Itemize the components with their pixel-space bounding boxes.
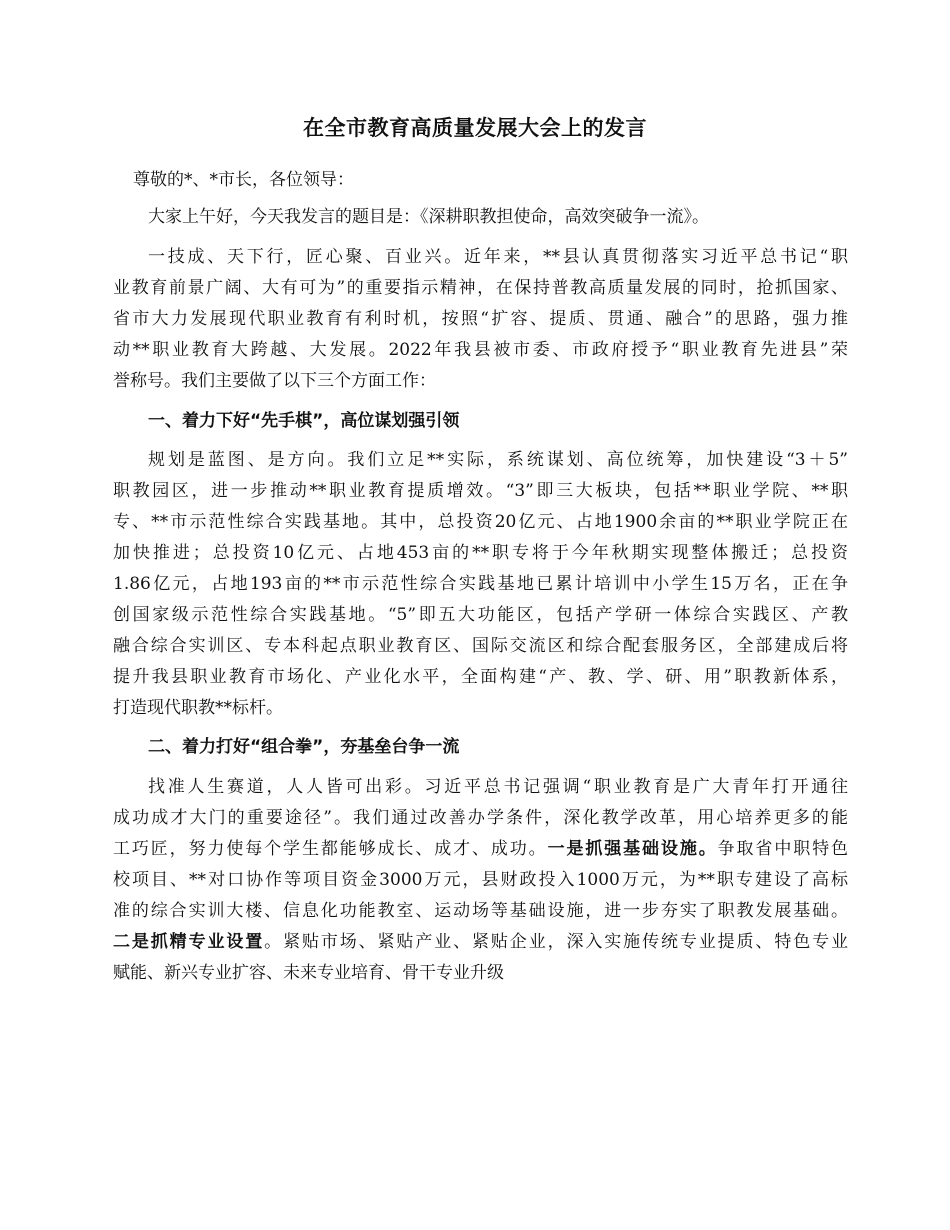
emphasis-text: 一是抓强基础设施。	[547, 839, 718, 859]
paragraph-line: 动**职业教育大跨越、大发展。2022年我县被市委、市政府授予“职业教育先进县”荣	[113, 340, 848, 360]
paragraph-line: 找准人生赛道，人人皆可出彩。习近平总书记强调“职业教育是广大青年打开通往	[148, 777, 848, 797]
paragraph-line: 一技成、天下行，匠心聚、百业兴。近年来，**县认真贯彻落实习近平总书记“职	[148, 247, 848, 267]
paragraph-line: 准的综合实训大楼、信息化功能教室、运动场等基础设施，进一步夯实了职教发展基础。	[113, 901, 848, 921]
paragraph-line: 规划是蓝图、是方向。我们立足**实际，系统谋划、高位统筹，加快建设“3＋5”	[148, 450, 848, 470]
paragraph-line	[113, 927, 848, 958]
page-title: 在全市教育高质量发展大会上的发言	[303, 116, 647, 140]
paragraph-line: 赋能、新兴专业扩容、未来专业培育、骨干专业升级	[113, 963, 504, 983]
paragraph-line: 专、**市示范性综合实践基地。其中，总投资20亿元、占地1900余亩的**职业学院正在	[113, 512, 848, 532]
paragraph-line: 加快推进；总投资10亿元、占地453亩的**职专将于今年秋期实现整体搬迁；总投资	[113, 543, 848, 563]
line-text: 。紧贴市场、紧贴产业、紧贴企业，深入实施传统专业提质、特色专业	[264, 932, 849, 952]
emphasis-text: 二是抓精专业设置	[113, 932, 265, 952]
paragraph-line: 提升我县职业教育市场化、产业化水平，全面构建“产、教、学、研、用”职教新体系，	[113, 667, 848, 687]
section-heading-1: 一、着力下好“先手棋”，高位谋划强引领	[148, 411, 460, 431]
paragraph-line: 融合综合实训区、专本科起点职业教育区、国际交流区和综合配套服务区，全部建成后将	[113, 636, 848, 656]
line-text: 工巧匠，努力使每个学生都能够成长、成才、成功。	[113, 839, 548, 859]
paragraph-line: 打造现代职教**标杆。	[113, 698, 283, 718]
line-text: 争取省中职特色	[717, 839, 849, 859]
paragraph-line: 职教园区，进一步推动**职业教育提质增效。“3”即三大板块，包括**职业学院、**职	[113, 481, 848, 501]
paragraph-line: 业教育前景广阔、大有可为”的重要指示精神，在保持普教高质量发展的同时，抢抓国家、	[113, 278, 848, 298]
paragraph-line: 校项目、**对口协作等项目资金3000万元，县财政投入1000万元，为**职专建设了高标	[113, 870, 848, 890]
paragraph-line: 成功成才大门的重要途径”。我们通过改善办学条件，深化教学改革，用心培养更多的能	[113, 808, 848, 828]
paragraph-line: 1.86亿元，占地193亩的**市示范性综合实践基地已累计培训中小学生15万名，正在争	[113, 574, 848, 594]
paragraph-line: 省市大力发展现代职业教育有利时机，按照“扩容、提质、贯通、融合”的思路，强力推	[113, 309, 848, 329]
paragraph-line: 创国家级示范性综合实践基地。“5”即五大功能区，包括产学研一体综合实践区、产教	[113, 605, 848, 625]
paragraph-line: 誉称号。我们主要做了以下三个方面工作：	[113, 371, 436, 391]
section-heading-2: 二、着力打好“组合拳”，夯基垒台争一流	[148, 737, 460, 757]
paragraph-line: 大家上午好，今天我发言的题目是：《深耕职教担使命，高效突破争一流》。	[148, 207, 709, 227]
salutation: 尊敬的*、*市长，各位领导：	[133, 170, 354, 190]
paragraph-line	[113, 834, 848, 865]
